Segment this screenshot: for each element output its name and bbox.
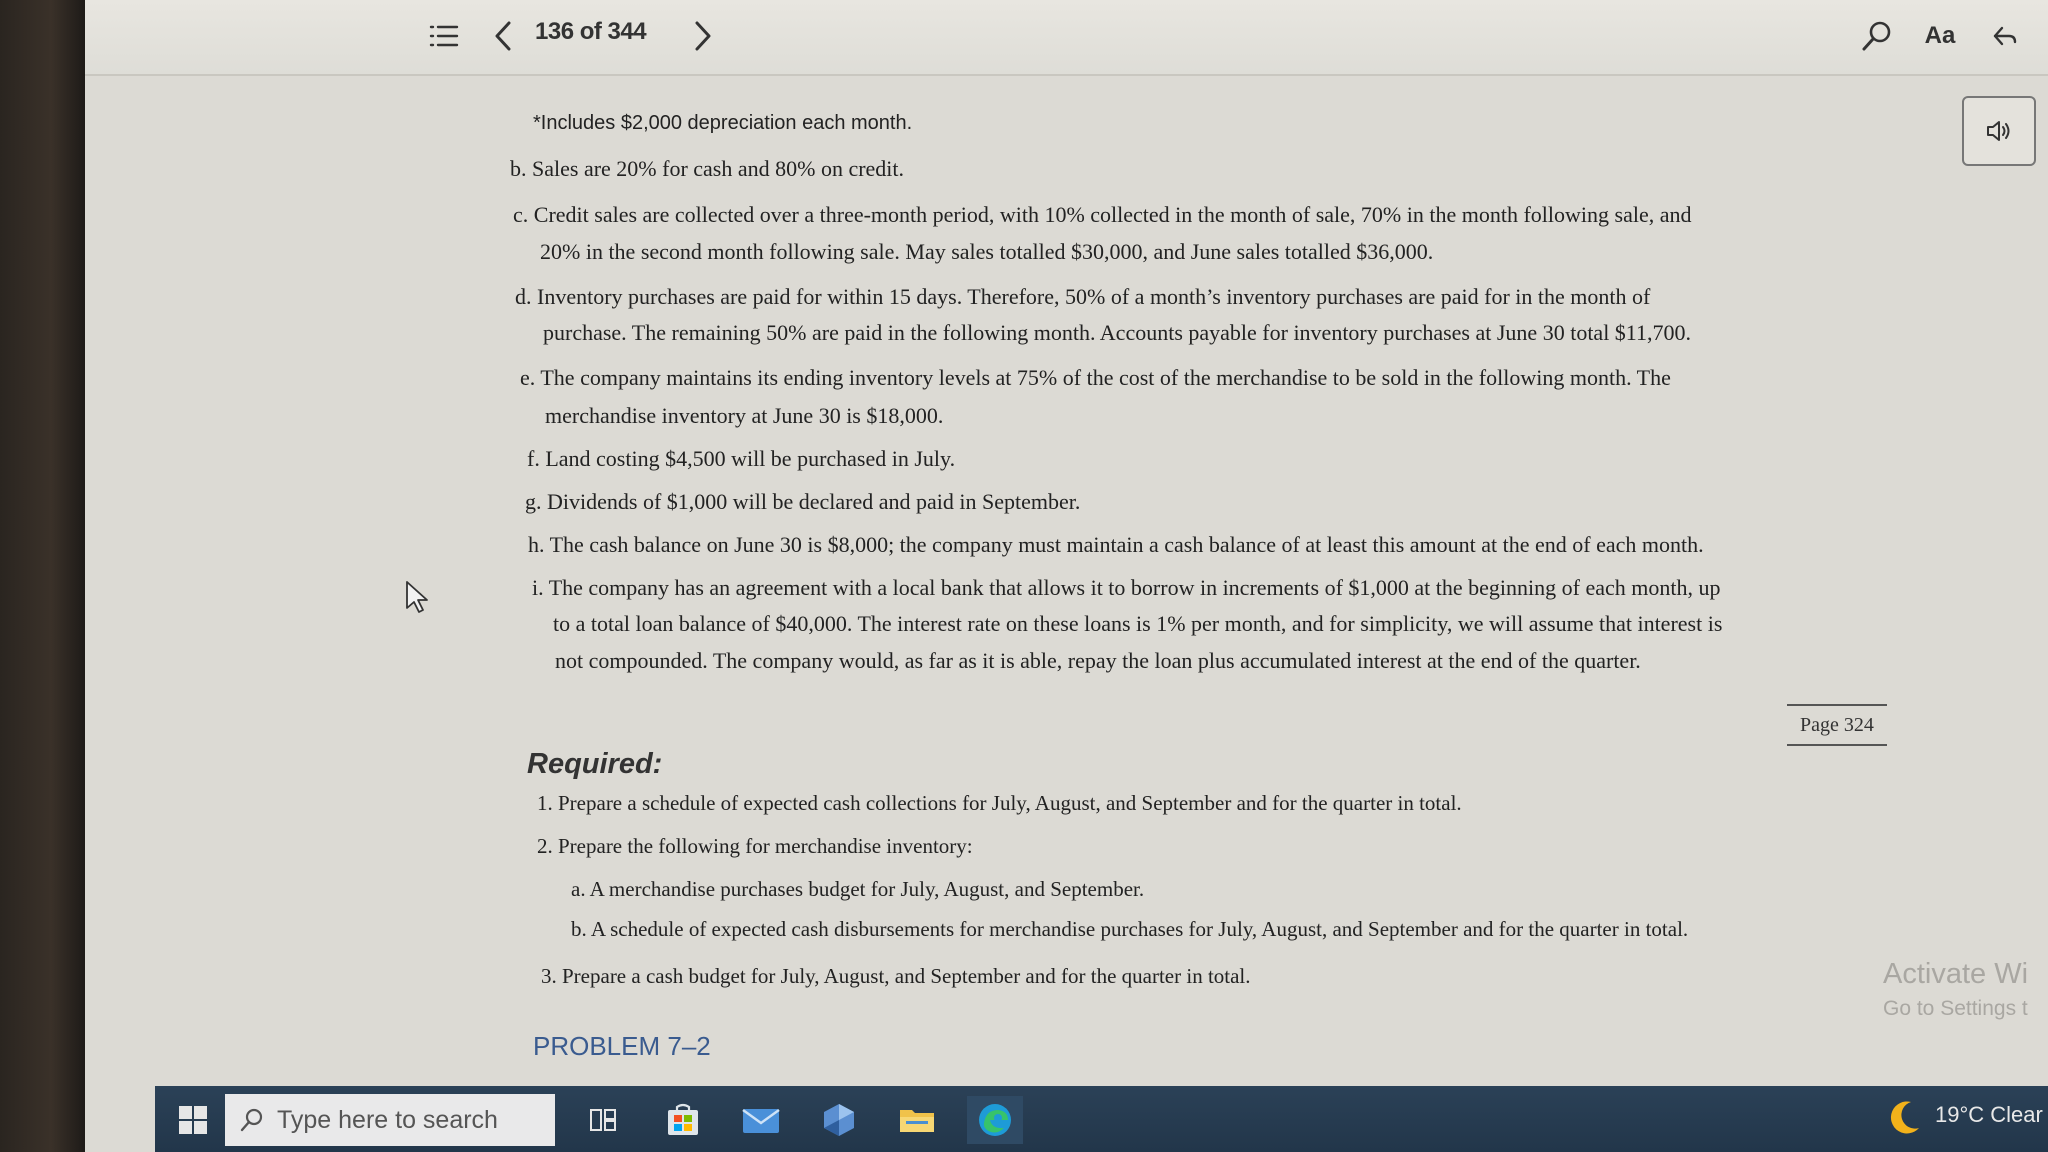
list-item: a. A merchandise purchases budget for July, August, and September. <box>571 877 1145 901</box>
moon-icon <box>1883 1098 1923 1138</box>
page-counter: 136 of 344 <box>535 18 647 45</box>
activation-watermark <box>1883 958 2048 1021</box>
chevron-right-icon <box>693 20 713 52</box>
list-item: to a total loan balance of $40,000. The interest rate on these loans is 1% per month, and for simplicity, we will assume that interest is <box>553 611 1723 636</box>
reader-toolbar <box>85 0 2048 76</box>
list-item: h. The cash balance on June 30 is $8,000; the company must maintain a cash balance of at least this amount at the end of each month. <box>528 532 1704 557</box>
pinned-app-button[interactable] <box>811 1096 867 1144</box>
mail-icon <box>741 1105 781 1135</box>
list-item: f. Land costing $4,500 will be purchased in July. <box>527 446 956 471</box>
mail-app-button[interactable] <box>733 1096 789 1144</box>
edge-browser-button[interactable] <box>967 1096 1023 1144</box>
watermark-title: Activate Wi <box>1883 958 2029 990</box>
weather-button[interactable] <box>1883 1098 1923 1143</box>
list-item: b. Sales are 20% for cash and 80% on credit. <box>510 156 905 181</box>
back-arrow-icon <box>1992 25 2018 47</box>
footnote: *Includes $2,000 depreciation each month. <box>533 112 913 134</box>
edge-icon <box>976 1101 1014 1139</box>
page-marker: Page 324 <box>1787 704 1887 746</box>
start-button[interactable] <box>173 1100 213 1140</box>
task-view-icon <box>588 1106 618 1134</box>
list-icon <box>429 24 459 48</box>
search-placeholder: Type here to search <box>277 1105 498 1134</box>
list-item: g. Dividends of $1,000 will be declared and paid in September. <box>525 489 1081 514</box>
chevron-left-icon <box>493 20 513 52</box>
search-icon <box>1861 20 1893 52</box>
windows-icon <box>173 1100 213 1140</box>
list-item: 20% in the second month following sale. May sales totalled $30,000, and June sales totalled $36,000. <box>540 239 1434 264</box>
problem-heading: PROBLEM 7–2 <box>533 1031 711 1061</box>
list-item: b. A schedule of expected cash disbursements for merchandise purchases for July, August, and September and for the quarter in total. <box>571 917 1689 941</box>
list-item: 2. Prepare the following for merchandise inventory: <box>537 834 973 858</box>
list-item: purchase. The remaining 50% are paid in the following month. Accounts payable for inventory purchases at June 30 total $11,700. <box>543 320 1691 345</box>
file-explorer-button[interactable] <box>889 1096 945 1144</box>
table-of-contents-button[interactable] <box>420 14 468 58</box>
list-item: 3. Prepare a cash budget for July, August, and September and for the quarter in total. <box>541 964 1251 988</box>
app-icon <box>821 1102 857 1138</box>
font-settings-button[interactable]: Aa <box>1924 22 1956 49</box>
store-app-button[interactable] <box>655 1096 711 1144</box>
list-item: i. The company has an agreement with a local bank that allows it to borrow in increments of $1,000 at the beginning of each month, up <box>532 575 1721 600</box>
required-heading: Required: <box>527 748 663 780</box>
store-icon <box>665 1103 701 1137</box>
weather-status[interactable]: 19°C Clear <box>1935 1102 2043 1127</box>
file-explorer-icon <box>898 1104 936 1136</box>
screen <box>85 0 2048 1152</box>
list-item: e. The company maintains its ending inventory levels at 75% of the cost of the merchandise to be sold in the following month. The <box>520 365 1671 390</box>
list-item: c. Credit sales are collected over a three-month period, with 10% collected in the month of sale, 70% in the month following sale, and <box>513 202 1692 227</box>
search-button[interactable] <box>1855 14 1899 58</box>
monitor-bezel <box>0 0 85 1152</box>
list-item: merchandise inventory at June 30 is $18,000. <box>545 403 944 428</box>
taskbar-search-box[interactable] <box>225 1094 555 1146</box>
task-view-button[interactable] <box>575 1096 631 1144</box>
back-button[interactable] <box>1985 14 2025 58</box>
watermark-subtitle: Go to Settings t <box>1883 997 2028 1020</box>
list-item: 1. Prepare a schedule of expected cash collections for July, August, and September and for the quarter in total. <box>537 791 1462 815</box>
list-item: d. Inventory purchases are paid for within 15 days. Therefore, 50% of a month’s inventory purchases are paid for in the month of <box>515 284 1651 309</box>
search-icon <box>239 1107 265 1133</box>
mouse-cursor-icon <box>405 580 431 619</box>
taskbar <box>155 1086 2048 1152</box>
list-item: not compounded. The company would, as far as it is able, repay the loan plus accumulated interest at the end of the quarter. <box>555 648 1641 673</box>
book-page <box>85 76 2048 1076</box>
previous-page-button[interactable] <box>485 14 521 58</box>
next-page-button[interactable] <box>685 14 721 58</box>
